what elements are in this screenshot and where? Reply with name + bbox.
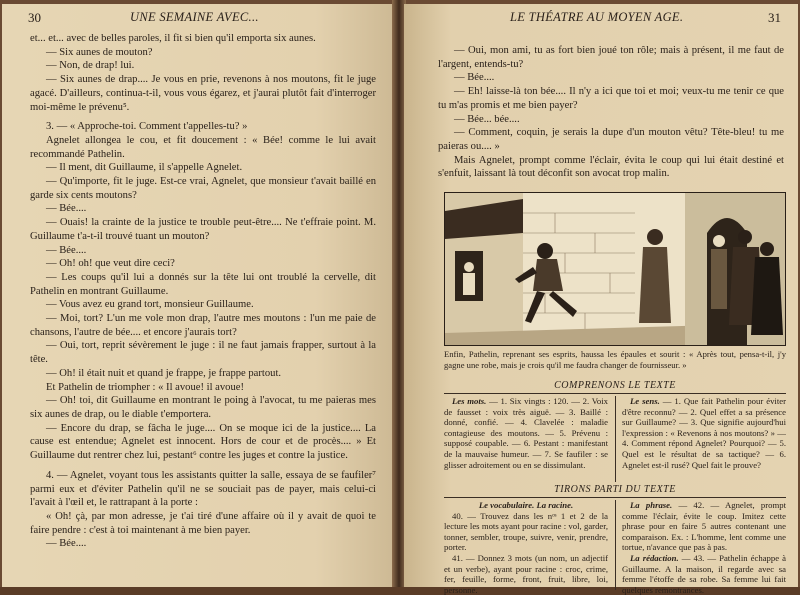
redaction-heading: La rédaction. — [630, 552, 679, 563]
text-line: — Oh! toi, dit Guillaume en montrant le poing à l'avocat, tu me paieras mes six aunes de drap, ou le diable t'emportera. — [30, 395, 376, 420]
text-line: — Oui, tort, reprit sévèrement le juge : il ne faut jamais frapper, surtout à la tête. — [30, 340, 376, 366]
text-line: — Comment, coquin, je serais la dupe d'un mouton vêtu? Tête-bleu! tu me paieras ou.... » — [438, 127, 784, 152]
tirons-phrase-column — [622, 500, 786, 595]
illustration-drawing — [445, 193, 785, 345]
left-page — [2, 4, 394, 587]
column-divider — [615, 396, 616, 482]
mots-heading: Les mots. — [452, 396, 487, 406]
text-line: — Moi, tort? L'un me vole mon drap, l'autre mes moutons : l'un me paie de chansons, l'autre de bée.... et encore j'aurais tort? — [30, 313, 376, 338]
tirons-vocabulaire-column — [444, 500, 608, 595]
mots-text: — 1. Six vingts : 120. — 2. Voix de fausset : voix très aiguë. — 3. Baillé : donné, confié. — 4. Clavelée : maladie contagieuse des moutons. — 5. Prévenu : supposé coupable. — 6. Pestant : manifestant de la mauvaise humeur. — 7. Se faufiler : se glisser adroitement ou en se dissimulant. — [444, 396, 608, 470]
text-line: — Bée.... — [46, 538, 87, 550]
text-line: — Les coups qu'il lui a donnés sur la tête lui ont troublé la cervelle, dit Pathelin en montrant Guillaume. — [30, 271, 376, 297]
text-line: et... et... avec de belles paroles, il fit si bien qu'il emporta six aunes. — [30, 33, 316, 44]
right-page — [404, 4, 798, 595]
text-line: — Oui, mon ami, tu as fort bien joué ton rôle; mais à présent, il me faut de l'argent, entends-tu? — [438, 45, 784, 70]
page-number-right: 31 — [768, 10, 781, 25]
exercise-43: — 43. — Pathelin échappe à Guillaume. A la maison, il regarde avec sa femme l'étoffe de sa robe. Sa femme lui fait quelques remontrances. — [622, 552, 787, 595]
text-line: — Qu'importe, fit le juge. Est-ce vrai, Agnelet, que monsieur t'avait baillé en garde six cents moutons? — [30, 176, 376, 201]
text-line: — Oh! oh! que veut dire ceci? — [46, 258, 175, 270]
text-line: — Encore du drap, se fâcha le juge.... On se moque ici de la justice.... La cause est entendue; Agnelet est innocent. Hors de cour et de procès.... » Et Guillaume dut rentrer chez lui, pestant⁶ contre les juges et contre la justice. — [30, 422, 376, 462]
sens-text: — 1. Que fait Pathelin pour éviter d'être reconnu? — 2. Quel effet a sa présence sur Guillaume? — 3. Que signifie aujourd'hui l'expression : « Revenons à nos moutons? » — 4. Comment répond Agnelet? Pourquoi? — 5. Quel est le résultat de sa tactique? — 6. Agnelet est-il rusé? Quel fait le prouve? — [622, 396, 786, 470]
section-title-tirons: TIRONS PARTI DU TEXTE — [554, 484, 676, 495]
vocabulaire-heading: Le vocabulaire. La racine. — [478, 500, 574, 510]
sens-heading: Le sens. — [630, 396, 660, 406]
text-line: — Eh! laisse-là ton bée.... Il n'y a ici que toi et moi; veux-tu me tenir ce que tu m'as promis et me bien payer? — [438, 86, 784, 111]
exercise-41: 41. — Donnez 3 mots (un nom, un adjectif et un verbe), ayant pour racine : croc, crime, fer, feuille, forme, front, fruit, libre, loi, personne. — [444, 552, 608, 595]
running-head-left: UNE SEMAINE AVEC... — [130, 10, 259, 24]
left-page-body — [30, 32, 376, 551]
text-line: — Bée.... — [46, 203, 87, 215]
text-line: — Vous avez eu grand tort, monsieur Guillaume. — [46, 299, 254, 311]
text-line: — Oh! il était nuit et quand je frappe, je frappe partout. — [46, 367, 282, 379]
text-line: — Six aunes de mouton? — [46, 46, 153, 58]
text-line: — Six aunes de drap.... Je vous en prie, revenons à nos moutons, fit le juge agacé. D'ailleurs, continua-t-il, vous vous égarez, et j'aurai plutôt fait d'interroger moi-même le prévenu⁵. — [30, 74, 376, 113]
text-line: — Non, de drap! lui. — [46, 60, 135, 72]
text-line: — Ouais! la crainte de la justice te trouble peut-être.... Ne t'effraie point. M. Guillaume t'a-t-il trouvé tuant un mouton? — [30, 217, 376, 242]
phrase-heading: La phrase. — [630, 500, 673, 510]
text-line: — Il ment, dit Guillaume, il s'appelle Agnelet. — [46, 162, 243, 174]
text-line: 3. — « Approche-toi. Comment t'appelles-tu? » — [46, 121, 248, 133]
section-rule — [444, 497, 786, 498]
text-line: « Oh! çà, par mon adresse, je t'ai tiré d'une affaire où il y avait de quoi te faire pendre : c'est à toi maintenant à me bien payer. — [30, 510, 376, 536]
right-page-body — [438, 44, 784, 181]
column-divider — [615, 500, 616, 590]
running-head-right: LE THÉATRE AU MOYEN AGE. — [510, 10, 684, 24]
exercise-40: 40. — Trouvez dans les nᵒˢ 1 et 2 de la lecture les mots ayant pour racine : vol, garder, tonner, sembler, troupe, suivre, venir, prendre, porter. — [444, 510, 608, 553]
story-illustration — [444, 192, 786, 346]
section-rule — [444, 393, 786, 394]
exercise-42: — 42. — Agnelet, prompt comme l'éclair, évite le coup. Imitez cette phrase pour en faire 5 autres contenant une comparaison. Ex. : L'homme, lent comme une tortue, n'avance que pas à pas. — [622, 500, 786, 553]
text-line: Et Pathelin de triompher : « Il avoue! il avoue! — [46, 381, 244, 393]
illustration-caption: Enfin, Pathelin, reprenant ses esprits, haussa les épaules et sourit : « Après tout, pensa-t-il, j'y gagne une robe, mais je crois qu'il me faudra changer de fournisseur. » — [444, 349, 786, 370]
comprenons-mots-column — [444, 396, 608, 470]
comprenons-sens-column — [622, 396, 786, 470]
text-line: Agnelet allongea le cou, et fit doucement : « Bée! comme le lui avait recommandé Pathelin. — [30, 134, 376, 160]
page-number-left: 30 — [28, 10, 41, 25]
text-line: — Bée.... — [46, 244, 87, 256]
text-line: — Bée... bée.... — [454, 113, 520, 125]
text-line: 4. — Agnelet, voyant tous les assistants quitter la salle, essaya de se faufiler⁷ parmi eux et d'éviter Pathelin qu'il ne se souciait pas de payer, mais celui-ci l'avait à l'œil et, le rattrapant à la porte : — [30, 469, 376, 509]
text-line: Mais Agnelet, prompt comme l'éclair, évita le coup qui lui était destiné et s'enfuit, laissant là tout déconfit son avocat trop malin. — [438, 154, 784, 180]
text-line: — Bée.... — [454, 72, 495, 84]
section-title-comprenons: COMPRENONS LE TEXTE — [554, 380, 676, 391]
running-figure — [515, 243, 577, 323]
